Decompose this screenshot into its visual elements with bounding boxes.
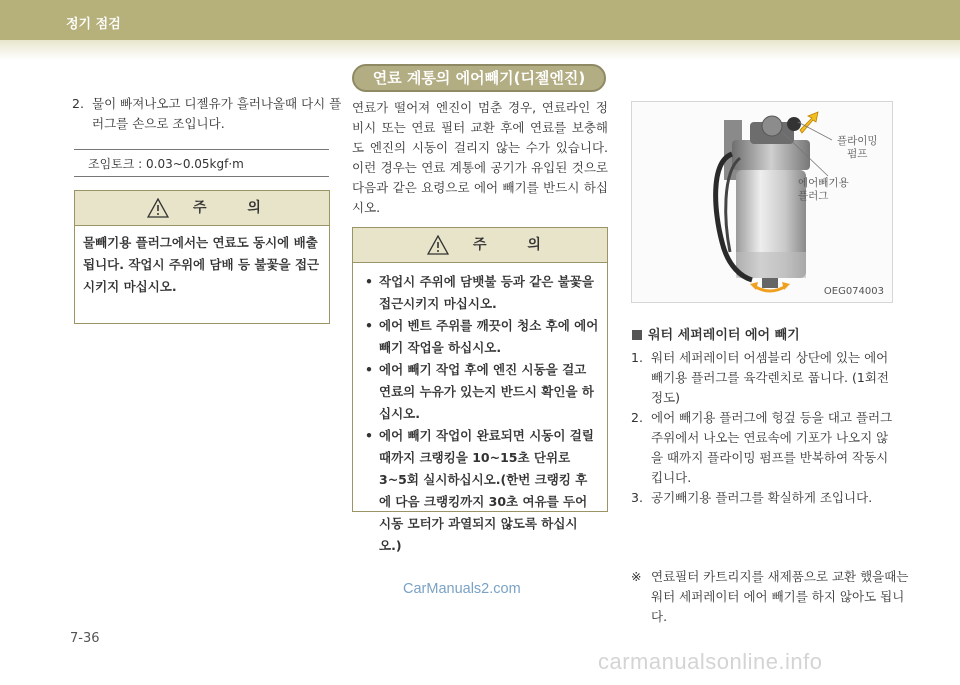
subsection-heading (632, 324, 800, 343)
page-number: 7-36 (70, 631, 100, 646)
step-2 (72, 94, 350, 134)
step-number: 1. (631, 350, 643, 365)
callout-line: 플러그 (798, 190, 829, 202)
note-text: 연료필터 카트리지를 새제품으로 교환 했을때는 워터 세퍼레이터 에어 빼기를 하지 않아도 됩니다. (651, 569, 909, 624)
caution-header (75, 191, 329, 226)
image-code: OEG074003 (823, 286, 884, 297)
caution-header (353, 228, 607, 263)
caution-box-left (74, 190, 330, 324)
caution-title: 주 의 (473, 237, 559, 253)
callout-line: 에어빼기용 (798, 177, 849, 189)
step-text: 워터 세퍼레이터 어셈블리 상단에 있는 에어빼기용 플러그를 육각렌치로 풉니다. (1회전 정도) (651, 350, 889, 405)
priming-pump-label (837, 135, 878, 161)
torque-spec: 조임토크 : 0.03~0.05kgf·m (74, 149, 329, 177)
intro-paragraph: 연료가 떨어져 엔진이 멈춘 경우, 연료라인 정비시 또는 연료 필터 교환 후에 연료를 보충해도 엔진의 시동이 걸리지 않는 수가 있습니다. 이런 경우는 연료 계통에 공기가 유입된 것으로 다음과 같은 요령으로 에어 빼기를 반드시 하십시오. (352, 100, 608, 215)
step-item (631, 408, 893, 488)
caution-text: 물빼기용 플러그에서는 연료도 동시에 배출됩니다. 작업시 주위에 담배 등 불꽃을 접근 시키지 마십시오. (83, 235, 320, 294)
bottom-watermark: carmanualsonline.info (598, 649, 823, 674)
callout-line: 펌프 (847, 148, 868, 160)
note (631, 567, 913, 627)
square-bullet-icon (632, 330, 642, 340)
step-text: 공기빼기용 플러그를 확실하게 조입니다. (651, 490, 873, 505)
caution-bullets (353, 263, 607, 557)
step-number: 2. (72, 96, 84, 111)
caution-bullet: • 작업시 주위에 담뱃불 등과 같은 불꽃을 접근시키지 마십시오. (365, 271, 599, 315)
step-text: 물이 빠져나오고 디젤유가 흘러나올때 다시 플러그를 손으로 조입니다. (92, 96, 342, 131)
step-text: 에어 빼기용 플러그에 헝겊 등을 대고 플러그 주위에서 나오는 연료속에 기포가 나오지 않을 때까지 플라이밍 펌프를 반복하여 작동시킵니다. (651, 410, 893, 485)
step-number: 3. (631, 490, 643, 505)
callout-line: 플라이밍 (837, 135, 878, 147)
water-separator-illustration (632, 102, 893, 303)
step-item (631, 488, 893, 508)
page-header (0, 0, 960, 60)
chapter-title: 정기 점검 (66, 17, 121, 32)
step-number: 2. (631, 410, 643, 425)
caution-bullet: • 에어 빼기 작업이 완료되면 시동이 걸릴 때까지 크랭킹을 10~15초 단위로 3~5회 실시하십시오.(한번 크랭킹 후에 다음 크랭킹까지 30초 여유를 두어 시동 모터가 과열되지 않도록 하십시오.) (365, 425, 599, 557)
air-plug-label (798, 177, 849, 203)
warning-icon (147, 198, 169, 218)
fuel-filter-photo (631, 101, 893, 303)
caution-box-middle (352, 227, 608, 553)
caution-bullet: • 에어 벤트 주위를 깨끗이 청소 후에 에어 빼기 작업을 하십시오. (365, 315, 599, 359)
caution-bullet: • 에어 빼기 작업 후에 엔진 시동을 걸고 연료의 누유가 있는지 반드시 확인을 하십시오. (365, 359, 599, 425)
note-mark: ※ (631, 569, 642, 584)
step-item (631, 348, 893, 408)
section-title: 연료 계통의 에어빼기(디젤엔진) (352, 64, 606, 92)
steps-list (631, 348, 893, 508)
warning-icon (427, 235, 449, 255)
subsection-title: 워터 세퍼레이터 에어 빼기 (648, 328, 800, 343)
caution-title: 주 의 (193, 200, 279, 216)
watermark-link[interactable]: CarManuals2.com (403, 581, 521, 597)
